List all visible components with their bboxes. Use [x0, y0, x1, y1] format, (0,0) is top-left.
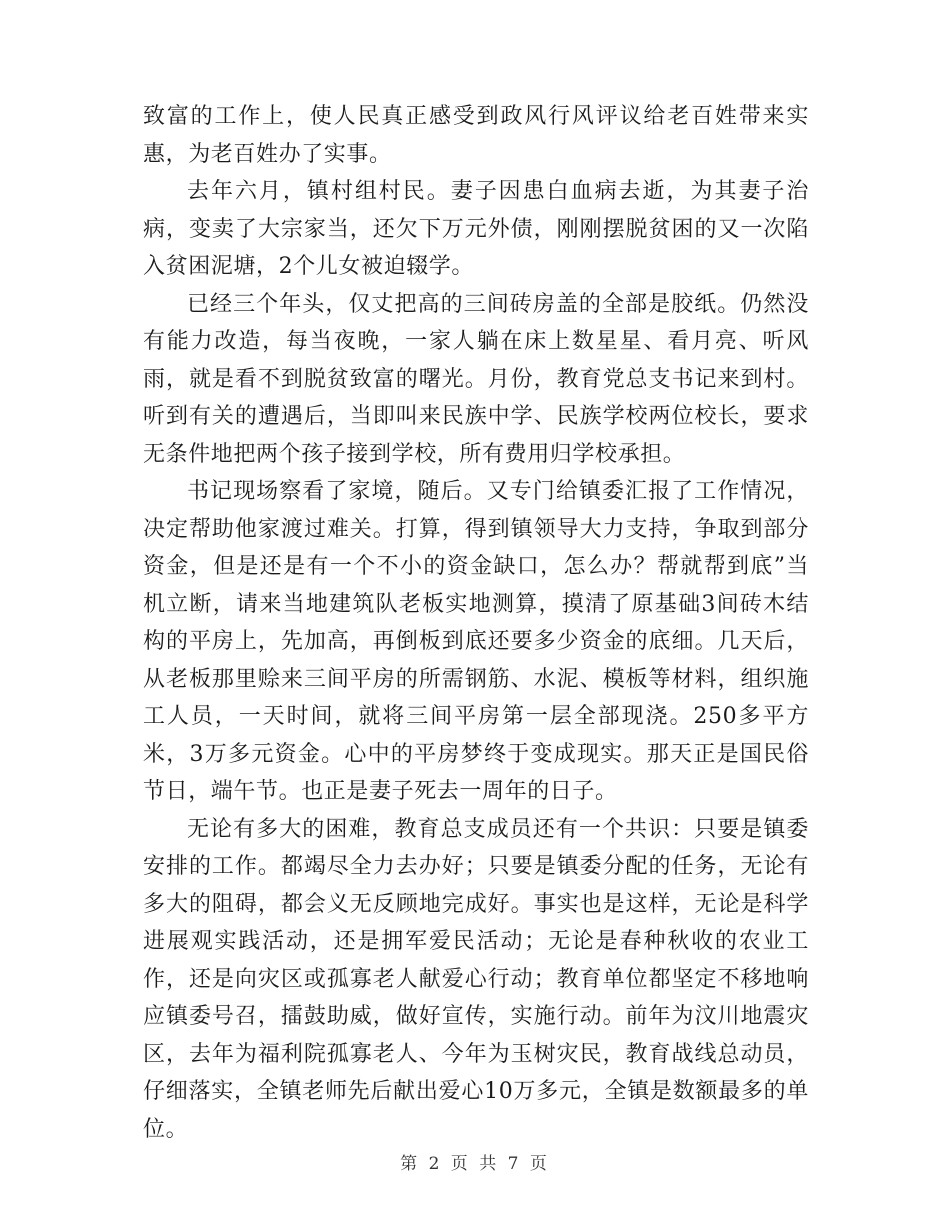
page-number-footer: 第 2 页 共 7 页: [400, 1154, 550, 1174]
paragraph-4: 书记现场察看了家境，随后。又专门给镇委汇报了工作情况，决定帮助他家渡过难关。打算，得到镇领导大力支持，争取到部分资金，但是还是有一个不小的资金缺口，怎么办？帮就帮到底”当机立断，请来当地建筑队老板实地测算，摸清了原基础3间砖木结构的平房上，先加高，再倒板到底还要多少资金的底细。几天后，从老板那里赊来三间平房的所需钢筋、水泥、模板等材料，组织施工人员，一天时间，就将三间平房第一层全部现浇。250多平方米，3万多元资金。心中的平房梦终于变成现实。那天正是国民俗节日，端午节。也正是妻子死去一周年的日子。: [143, 479, 809, 804]
paragraph-2: 去年六月，镇村组村民。妻子因患白血病去逝，为其妻子治病，变卖了大宗家当，还欠下万元外债，刚刚摆脱贫困的又一次陷入贫困泥塘，2个儿女被迫辍学。: [143, 179, 809, 279]
paragraph-3: 已经三个年头，仅丈把高的三间砖房盖的全部是胶纸。仍然没有能力改造，每当夜晚，一家人躺在床上数星星、看月亮、听风雨，就是看不到脱贫致富的曙光。月份，教育党总支书记来到村。听到有关的遭遇后，当即叫来民族中学、民族学校两位校长，要求无条件地把两个孩子接到学校，所有费用归学校承担。: [143, 291, 809, 467]
paragraph-5: 无论有多大的困难，教育总支成员还有一个共识：只要是镇委安排的工作。都竭尽全力去办好；只要是镇委分配的任务，无论有多大的阻碍，都会义无反顾地完成好。事实也是这样，无论是科学进展观实践活动，还是拥军爱民活动；无论是春种秋收的农业工作，还是向灾区或孤寡老人献爱心行动；教育单位都坚定不移地响应镇委号召，擂鼓助威，做好宣传，实施行动。前年为汶川地震灾区，去年为福利院孤寡老人、今年为玉树灾民，教育战线总动员，仔细落实，全镇老师先后献出爱心10万多元，全镇是数额最多的单位。: [143, 816, 809, 1142]
paragraph-1: 致富的工作上，使人民真正感受到政风行风评议给老百姓带来实惠，为老百姓办了实事。: [143, 104, 809, 167]
body-text: [143, 98, 809, 1148]
